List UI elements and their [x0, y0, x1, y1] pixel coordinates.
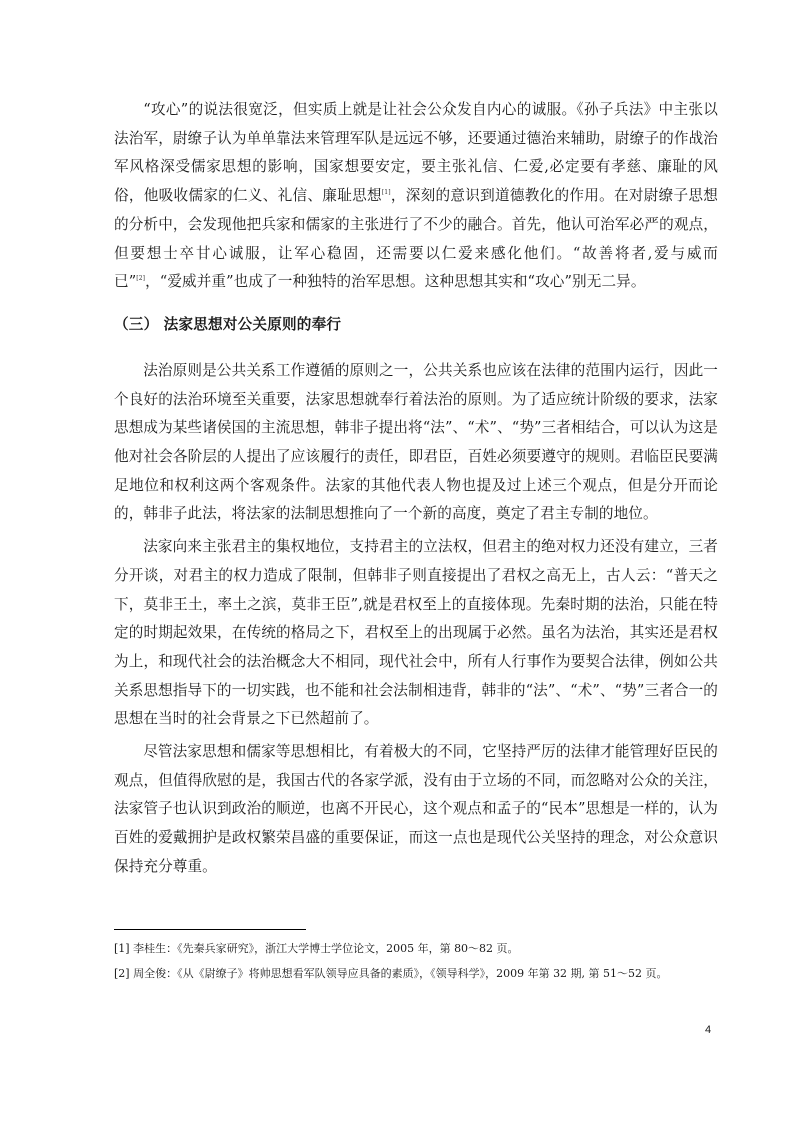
footnote-ref-2[interactable]: [2] — [136, 275, 146, 283]
paragraph-4: 尽管法家思想和儒家等思想相比，有着极大的不同，它坚持严厉的法律才能管理好臣民的观点，但值得欣慰的是，我国古代的各家学派，没有由于立场的不同，而忽略对公众的关注，法家管子也认识到政治的顺逆，也离不开民心，这个观点和孟子的“民本”思想是一样的，认为百姓的爱戴拥护是政权繁荣昌盛的重要保证，而这一点也是现代公关坚持的理念，对公众意识保持充分尊重。 — [114, 743, 718, 875]
footnote-1: [1] 李桂生：《先秦兵家研究》，浙江大学博士学位论文，2005 年，第 80～82 页。 — [114, 942, 519, 955]
paragraph-1 — [114, 96, 718, 297]
paragraph-1-text-a: “攻心”的说法很宽泛，但实质上就是让社会公众发自内心的诚服。《孙子兵法》中主张以法治军，尉缭子认为单单靠法来管理军队是远远不够，还要通过德治来辅助，尉缭子的作战治军风格深受儒家思想的影响，国家想要安定，要主张礼信、仁爱,必定要有孝慈、廉耻的风俗，他吸收儒家的仁义、礼信、廉耻思想 — [114, 101, 718, 205]
footnotes — [114, 936, 724, 986]
footnote-ref-1[interactable]: [1] — [381, 189, 391, 197]
section-heading: （三） 法家思想对公关原则的奉行 — [114, 315, 342, 333]
footnote-2: [2] 周全俊：《从《尉缭子》将帅思想看军队领导应具备的素质》，《领导科学》，2009 年第 32 期, 第 51～52 页。 — [114, 967, 668, 980]
paragraph-2: 法治原则是公共关系工作遵循的原则之一，公共关系也应该在法律的范围内运行，因此一个良好的法治环境至关重要，法家思想就奉行着法治的原则。为了适应统计阶级的要求，法家思想成为某些诸侯国的主流思想，韩非子提出将“法”、“术”、“势”三者相结合，可以认为这是他对社会各阶层的人提出了应该履行的责任，即君臣，百姓必须要遵守的规则。君临臣民要满足地位和权利这两个客观条件。法家的其他代表人物也提及过上述三个观点，但是分开而论的，韩非子此法，将法家的法制思想推向了一个新的高度，奠定了君主专制的地位。 — [114, 361, 718, 523]
body-text — [114, 96, 718, 886]
paragraph-1-text-c: ，“爱威并重”也成了一种独特的治军思想。这种思想其实和“攻心”别无二异。 — [145, 273, 646, 291]
paragraph-3: 法家向来主张君主的集权地位，支持君主的立法权，但君主的绝对权力还没有建立，三者分开谈，对君主的权力造成了限制，但韩非子则直接提出了君权之高无上，古人云：“普天之下，莫非王土，率土之滨，莫非王臣”,就是君权至上的直接体现。先秦时期的法治，只能在特定的时期起效果，在传统的格局之下，君权至上的出现属于必然。虽名为法治，其实还是君权为上，和现代社会的法治概念大不相同，现代社会中，所有人行事作为要契合法律，例如公共关系思想指导下的一切实践，也不能和社会法制相违背，韩非的“法”、“术”、“势”三者合一的思想在当时的社会背景之下已然超前了。 — [114, 538, 718, 728]
page-number: 4 — [705, 1024, 712, 1036]
paragraph-1-text-b: ，深刻的意识到道德教化的作用。在对尉缭子思想的分析中，会发现他把兵家和儒家的主张进行了不少的融合。首先，他认可治军必严的观点，但要想士卒甘心诚服，让军心稳固，还需要以仁爱来感化他们。“故善将者,爱与威而已” — [114, 187, 719, 291]
footnote-divider — [114, 929, 306, 930]
